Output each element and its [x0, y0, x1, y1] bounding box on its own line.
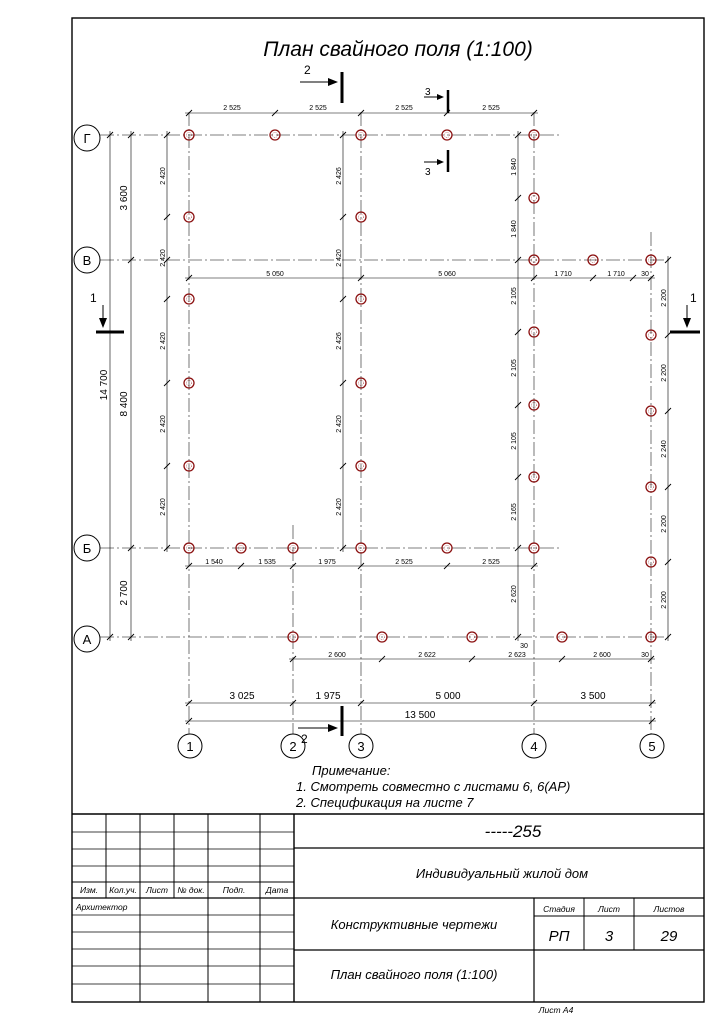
- dim-a-2: 2 622: [418, 652, 436, 659]
- stamp-section-name: Конструктивные чертежи: [330, 917, 498, 932]
- section-marks: [90, 63, 700, 746]
- stamp-code: -----255: [484, 822, 542, 841]
- stamp-sheets: 29: [660, 928, 678, 945]
- dim-bottom-1: 3 025: [229, 691, 255, 702]
- stamp-project: Индивидуальный жилой дом: [415, 866, 589, 881]
- dim-bottom-3: 5 000: [435, 691, 461, 702]
- dim-a-1: 2 600: [328, 652, 346, 659]
- dim-c5-3: 2 240: [661, 440, 668, 458]
- dim-b-5: 2 525: [482, 559, 500, 566]
- axis-label-1: 1: [186, 739, 194, 754]
- dim-v-3: 1 710: [554, 271, 572, 278]
- dim-v-1: 5 050: [266, 271, 284, 278]
- dim-b-2: 1 535: [258, 559, 276, 566]
- stamp-header-list: Лист: [146, 885, 168, 895]
- section-3-bottom-label: 3: [425, 167, 431, 178]
- dim-c4-5: 2 105: [511, 432, 518, 450]
- dim-bottom-2: 1 975: [315, 691, 341, 702]
- axis-bubbles-bottom: [178, 734, 664, 758]
- stamp-header-doc: № док.: [177, 885, 205, 895]
- axis-label-4: 4: [530, 739, 538, 754]
- dim-c3-4: 2 420: [336, 415, 343, 433]
- dim-c4-7: 2 620: [511, 585, 518, 603]
- stamp-header-kolvo: Кол.уч.: [109, 885, 137, 895]
- dimensions: [99, 105, 671, 724]
- title-block: [72, 814, 704, 1002]
- dim-c4-4: 2 105: [511, 359, 518, 377]
- stamp-sheet-title: План свайного поля (1:100): [330, 967, 498, 982]
- section-3-top-label: 3: [425, 87, 431, 98]
- stamp-sheet-label: Лист: [598, 904, 620, 914]
- dim-top-1: 2 525: [223, 105, 241, 112]
- dim-left-b-a: 2 700: [119, 580, 130, 606]
- dim-left-v-b: 8 400: [119, 391, 130, 417]
- stamp-stage-label: Стадия: [543, 904, 575, 914]
- dim-c3-5: 2 420: [336, 498, 343, 516]
- dim-c5-4: 2 200: [661, 515, 668, 533]
- section-2-bottom-label: 2: [301, 732, 308, 746]
- dim-top-2: 2 525: [309, 105, 327, 112]
- axis-label-5: 5: [648, 739, 656, 754]
- stamp-sheets-label: Листов: [653, 904, 685, 914]
- stamp-header-izm: Изм.: [79, 885, 99, 895]
- dim-left-g-v: 3 600: [119, 185, 130, 211]
- dim-c1-2: 2 420: [160, 249, 167, 267]
- axis-label-2: 2: [289, 739, 297, 754]
- dim-top-4: 2 525: [482, 105, 500, 112]
- dim-a-5: 30: [641, 652, 649, 659]
- dim-c3-2: 2 420: [336, 249, 343, 267]
- dim-v-5: 30: [641, 271, 649, 278]
- section-1-right-label: 1: [690, 291, 697, 305]
- axis-label-g: Г: [83, 131, 91, 146]
- note-1: 1. Смотреть совместно с листами 6, 6(АР): [296, 779, 571, 794]
- dim-c5-5: 2 200: [661, 591, 668, 609]
- dim-left-outer: 14 700: [99, 369, 110, 401]
- axis-label-v: В: [82, 253, 92, 268]
- stamp-stage: РП: [548, 928, 570, 945]
- dim-v-4: 1 710: [607, 271, 625, 278]
- dim-c5-1: 2 200: [661, 289, 668, 307]
- dim-b-1: 1 540: [205, 559, 223, 566]
- dim-total-x: 13 500: [404, 710, 436, 721]
- pile-field: [184, 130, 656, 642]
- dim-c4-1: 1 840: [511, 158, 518, 176]
- stamp-role: Архитектор: [76, 902, 128, 912]
- drawing-title: План свайного поля (1:100): [263, 38, 533, 61]
- dim-c3-1: 2 426: [336, 167, 343, 185]
- notes-heading: Примечание:: [312, 763, 391, 778]
- dim-c4-2: 1 840: [511, 220, 518, 238]
- axis-label-3: 3: [357, 739, 365, 754]
- note-2: 2. Спецификация на листе 7: [296, 795, 474, 810]
- dim-bottom-4: 3 500: [580, 691, 606, 702]
- dim-v-2: 5 060: [438, 271, 456, 278]
- notes: [295, 763, 570, 810]
- dim-c4-3: 2 105: [511, 287, 518, 305]
- section-2-top-label: 2: [304, 63, 311, 77]
- dim-c1-4: 2 420: [160, 415, 167, 433]
- axis-label-b: Б: [82, 541, 92, 556]
- dim-c4-6: 2 165: [511, 503, 518, 521]
- axis-bubbles-left: [74, 125, 100, 652]
- dim-c1-3: 2 420: [160, 332, 167, 350]
- dim-c5-2: 2 200: [661, 364, 668, 382]
- dim-b-3: 1 975: [318, 559, 336, 566]
- dim-a-3: 2 623: [508, 652, 526, 659]
- sheet-format: Лист А4: [538, 1005, 574, 1015]
- dim-c4-8: 30: [520, 643, 528, 650]
- dim-b-4: 2 525: [395, 559, 413, 566]
- stamp-sheet: 3: [604, 928, 614, 945]
- dim-top-3: 2 525: [395, 105, 413, 112]
- section-1-left-label: 1: [90, 291, 97, 305]
- axis-label-a: А: [82, 632, 92, 647]
- stamp-header-date: Дата: [265, 885, 289, 895]
- dim-c1-5: 2 420: [160, 498, 167, 516]
- dim-c3-3: 2 426: [336, 332, 343, 350]
- stamp-header-sign: Подп.: [222, 885, 246, 895]
- dim-a-4: 2 600: [593, 652, 611, 659]
- dim-c1-1: 2 420: [160, 167, 167, 185]
